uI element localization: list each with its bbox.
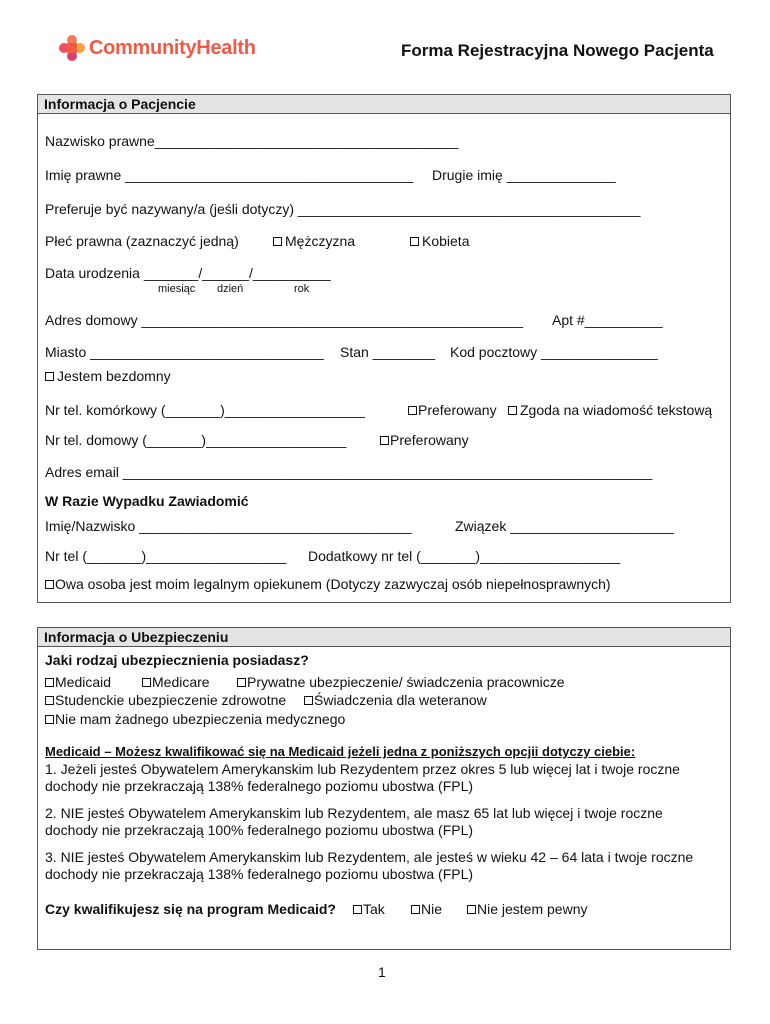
page-number: 1: [378, 964, 386, 980]
checkbox-icon[interactable]: [45, 696, 54, 705]
checkbox-icon[interactable]: [410, 237, 419, 246]
checkbox-icon[interactable]: [45, 715, 54, 724]
community-health-cross-icon: [58, 34, 86, 62]
insurance-question: Jaki rodzaj ubezpiecznienia posiadasz?: [45, 652, 309, 668]
city-field[interactable]: Miasto ______________________________: [45, 344, 324, 360]
text-consent-label: Zgoda na wiadomość tekstową: [520, 402, 713, 418]
rule-2-line-1: 2. NIE jesteś Obywatelem Amerykanskim lub Rezydentem, ale masz 65 lat lub więcej i twoje roczne: [45, 805, 663, 821]
checkbox-icon[interactable]: [273, 237, 282, 246]
medicare-label: Medicare: [152, 674, 210, 690]
dob-year-caption: rok: [294, 283, 310, 295]
cell-preferred-label: Preferowany: [418, 402, 497, 418]
email-field[interactable]: Adres email ____________________________________________________________________: [45, 464, 653, 480]
cell-preferred-option[interactable]: [408, 402, 497, 418]
veteran-benefits-option[interactable]: [304, 692, 487, 708]
checkbox-icon[interactable]: [411, 905, 420, 914]
emergency-phone-field[interactable]: Nr tel (_______)__________________: [45, 548, 287, 564]
qualify-no-label: Nie: [421, 901, 443, 917]
homeless-label: Jestem bezdomny: [57, 368, 171, 384]
qualify-yes-label: Tak: [363, 901, 385, 917]
rule-1-line-2: dochody nie przekraczają 138% federalnego poziomu ubostwa (FPL): [45, 778, 474, 794]
zip-field[interactable]: Kod pocztowy _______________: [450, 344, 658, 360]
checkbox-icon[interactable]: [304, 696, 313, 705]
form-title: Forma Rejestracyjna Nowego Pacjenta: [401, 41, 714, 60]
student-insurance-option[interactable]: [45, 692, 286, 708]
checkbox-icon[interactable]: [380, 436, 389, 445]
home-phone-field[interactable]: Nr tel. domowy (_______)__________________: [45, 432, 347, 448]
emergency-heading: W Razie Wypadku Zawiadomić: [45, 493, 249, 509]
private-insurance-label: Prywatne ubezpieczenie/ świadczenia pracownicze: [247, 674, 565, 690]
emergency-name-field[interactable]: Imię/Nazwisko ___________________________________: [45, 518, 412, 534]
home-preferred-option[interactable]: [380, 432, 469, 448]
veteran-benefits-label: Świadczenia dla weteranow: [314, 692, 487, 708]
logo: [58, 34, 256, 62]
sex-male-label: Mężczyzna: [285, 233, 356, 249]
checkbox-icon[interactable]: [237, 678, 246, 687]
text-consent-option[interactable]: [508, 402, 712, 418]
middle-name-field[interactable]: Drugie imię ______________: [432, 167, 616, 183]
checkbox-icon[interactable]: [467, 905, 476, 914]
logo-text: CommunityHealth: [89, 36, 256, 59]
checkbox-icon[interactable]: [45, 372, 54, 381]
preferred-name-field[interactable]: Preferuje być nazywany/a (jeśli dotyczy) ____________________________________________: [45, 201, 641, 217]
rule-1-line-1: 1. Jeżeli jesteś Obywatelem Amerykanskim lub Rezydentem przez okres 5 lub więcej lat i twoje roczne: [45, 761, 680, 777]
medicaid-label: Medicaid: [55, 674, 112, 690]
home-address-field[interactable]: Adres domowy _________________________________________________: [45, 312, 524, 328]
home-preferred-label: Preferowany: [390, 432, 469, 448]
checkbox-icon[interactable]: [408, 406, 417, 415]
qualify-yes-option[interactable]: [353, 901, 385, 917]
qualify-unsure-label: Nie jestem pewny: [477, 901, 588, 917]
checkbox-icon[interactable]: [508, 406, 517, 415]
cell-phone-field[interactable]: Nr tel. komórkowy (_______)__________________: [45, 402, 365, 418]
student-insurance-label: Studenckie ubezpieczenie zdrowotne: [55, 692, 287, 708]
legal-first-name-field[interactable]: Imię prawne _____________________________________: [45, 167, 414, 183]
patient-info-heading: Informacja o Pacjencie: [38, 95, 730, 114]
rule-3-line-1: 3. NIE jesteś Obywatelem Amerykanskim lub Rezydentem, ale jesteś w wieku 42 – 64 lata i twoje roczne: [45, 849, 694, 865]
legal-last-name-field[interactable]: Nazwisko prawne_______________________________________: [45, 133, 459, 149]
sex-female-label: Kobieta: [422, 233, 470, 249]
emergency-relation-field[interactable]: Związek _____________________: [455, 518, 674, 534]
checkbox-icon[interactable]: [45, 580, 54, 589]
medicare-option[interactable]: [142, 674, 210, 690]
emergency-alt-phone-field[interactable]: Dodatkowy nr tel (_______)__________________: [308, 548, 621, 564]
dob-field[interactable]: Data urodzenia _______/______/__________: [45, 265, 331, 281]
qualify-no-option[interactable]: [411, 901, 442, 917]
sex-male-option[interactable]: [273, 233, 355, 249]
sex-female-option[interactable]: [410, 233, 469, 249]
checkbox-icon[interactable]: [45, 678, 54, 687]
legal-sex-label: Płeć prawna (zaznaczyć jedną): [45, 233, 239, 249]
medicaid-eligibility-heading: Medicaid – Możesz kwalifikować się na Medicaid jeżeli jedna z poniższych opcjii dotyczy ciebie:: [45, 744, 636, 759]
rule-3-line-2: dochody nie przekraczają 138% federalnego poziomu ubostwa (FPL): [45, 866, 474, 882]
no-insurance-label: Nie mam żadnego ubezpieczenia medycznego: [55, 711, 346, 727]
dob-month-caption: miesiąc: [158, 283, 196, 295]
qualify-question: Czy kwalifikujesz się na program Medicaid?: [45, 901, 336, 917]
checkbox-icon[interactable]: [142, 678, 151, 687]
private-insurance-option[interactable]: [237, 674, 565, 690]
qualify-unsure-option[interactable]: [467, 901, 588, 917]
state-field[interactable]: Stan ________: [340, 344, 435, 360]
dob-day-caption: dzień: [217, 283, 244, 295]
checkbox-icon[interactable]: [353, 905, 362, 914]
rule-2-line-2: dochody nie przekraczają 100% federalnego poziomu ubostwa (FPL): [45, 822, 474, 838]
medicaid-option[interactable]: [45, 674, 111, 690]
guardian-option[interactable]: [45, 576, 611, 592]
homeless-option[interactable]: [45, 368, 171, 384]
apt-field[interactable]: Apt #__________: [552, 312, 663, 328]
no-insurance-option[interactable]: [45, 711, 345, 727]
guardian-label: Owa osoba jest moim legalnym opiekunem (Dotyczy zazwyczaj osób niepełnosprawnych): [55, 576, 611, 592]
insurance-info-heading: Informacja o Ubezpieczeniu: [38, 628, 730, 647]
